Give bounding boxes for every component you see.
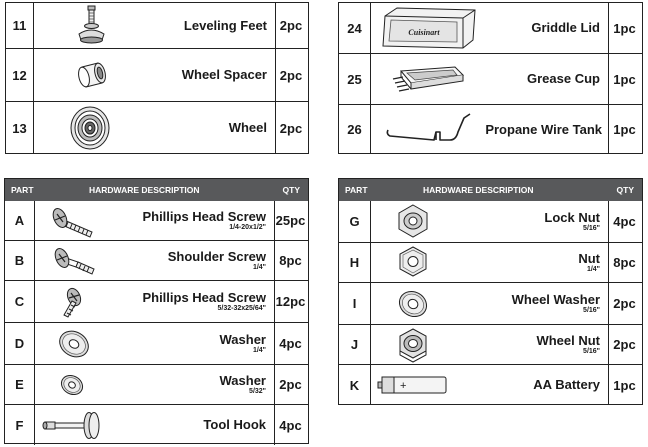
part-quantity: 2pc [279, 377, 302, 392]
part-letter: D [5, 323, 35, 364]
part-name: Wheel Washer [511, 291, 600, 307]
part-quantity: 4pc [279, 417, 302, 433]
part-size: 5/16" [583, 224, 600, 232]
table-row [339, 365, 642, 405]
part-description [453, 283, 609, 324]
part-quantity: 25pc [275, 213, 306, 228]
part-description [485, 105, 609, 154]
part-letter: B [5, 241, 35, 280]
part-quantity: 2pc [279, 120, 303, 136]
shoulder-screw-icon [37, 241, 111, 280]
part-name: Propane Wire Tank [485, 121, 602, 137]
table-row [5, 201, 308, 241]
part-number: 24 [339, 3, 371, 53]
table-row [339, 325, 642, 365]
wheel-spacer-icon [36, 49, 146, 101]
part-description [111, 323, 275, 364]
part-name: Washer [219, 331, 266, 347]
part-description [453, 201, 609, 242]
part-name: Washer [219, 372, 266, 388]
part-letter: F [5, 405, 35, 445]
part-name: Leveling Feet [183, 17, 267, 33]
part-size: 5/32-32x25/64" [217, 304, 266, 312]
part-quantity: 2pc [613, 337, 636, 352]
wheel-icon [36, 102, 146, 154]
grease-cup-icon [373, 54, 485, 104]
header-description: HARDWARE DESCRIPTION [89, 185, 200, 195]
table-row [339, 283, 642, 325]
part-name: Wheel Nut [536, 332, 600, 348]
part-letter: H [339, 243, 371, 282]
part-quantity: 2pc [279, 18, 303, 33]
part-description [111, 405, 275, 445]
table-row [5, 323, 308, 365]
header-qty: QTY [282, 185, 300, 195]
header-part: PART [345, 185, 368, 195]
part-quantity: 4pc [279, 336, 302, 351]
table-row [339, 201, 642, 243]
part-name: Griddle Lid [531, 20, 600, 35]
table-row [5, 405, 308, 445]
part-size: 1/4" [586, 265, 600, 273]
part-number: 13 [6, 102, 34, 154]
washer-small-icon [37, 365, 111, 404]
part-quantity: 1pc [613, 71, 636, 87]
part-quantity: 4pc [613, 214, 636, 229]
table-row [339, 54, 642, 105]
part-description [146, 3, 276, 48]
header-description: HARDWARE DESCRIPTION [423, 185, 534, 195]
hardware-table-right [338, 178, 643, 405]
part-number: 12 [6, 49, 34, 101]
wheel-washer-icon [373, 283, 453, 324]
battery-plus-mark: + [400, 380, 407, 392]
lock-nut-icon [373, 201, 453, 242]
part-description [453, 243, 609, 282]
hardware-table-header [5, 179, 308, 201]
table-row [6, 3, 308, 49]
table-row [339, 105, 642, 154]
part-quantity: 2pc [613, 296, 636, 311]
table-row [6, 49, 308, 102]
part-name: Nut [578, 250, 600, 266]
header-part: PART [11, 185, 34, 195]
part-name: Lock Nut [544, 209, 600, 225]
part-description [485, 54, 609, 104]
table-row [339, 3, 642, 54]
part-description [453, 365, 609, 405]
phillips-screw-long-icon [37, 201, 111, 240]
part-letter: A [5, 201, 35, 240]
part-number: 25 [339, 54, 371, 104]
part-number: 11 [6, 3, 34, 48]
lid-logo: Cuisinart [408, 28, 440, 37]
part-quantity: 1pc [613, 122, 636, 137]
part-size: 1/4" [252, 346, 266, 354]
parts-table-left [5, 2, 309, 154]
part-name: Wheel [228, 120, 267, 135]
part-size: 5/32" [249, 387, 266, 395]
part-size: 5/16" [583, 347, 600, 355]
griddle-lid-icon [373, 3, 485, 53]
part-name: Grease Cup [527, 71, 600, 86]
part-letter: K [339, 365, 371, 405]
part-letter: E [5, 365, 35, 404]
wheel-nut-icon [373, 325, 453, 364]
phillips-screw-short-icon [37, 281, 111, 322]
part-quantity: 1pc [613, 377, 636, 393]
part-size: 1/4-20x1/2" [229, 223, 266, 231]
part-name: Shoulder Screw [167, 248, 266, 264]
parts-table-right [338, 2, 643, 154]
washer-large-icon [37, 323, 111, 364]
table-row [6, 102, 308, 154]
table-row [339, 243, 642, 283]
part-name: Phillips Head Screw [142, 289, 266, 305]
table-row [5, 281, 308, 323]
table-row [5, 365, 308, 405]
part-description [146, 102, 276, 154]
part-description [111, 281, 275, 322]
table-row [5, 241, 308, 281]
part-description [146, 49, 276, 101]
part-quantity: 12pc [275, 294, 306, 309]
part-quantity: 8pc [279, 253, 302, 268]
part-letter: G [339, 201, 371, 242]
hardware-table-header [339, 179, 642, 201]
aa-battery-icon [373, 365, 453, 405]
part-quantity: 2pc [279, 67, 303, 83]
part-quantity: 1pc [613, 20, 636, 36]
part-letter: C [5, 281, 35, 322]
part-name: Tool Hook [203, 417, 266, 432]
part-number: 26 [339, 105, 371, 154]
part-name: Wheel Spacer [181, 67, 267, 82]
propane-wire-tank-icon [373, 105, 483, 154]
part-letter: I [339, 283, 371, 324]
part-size: 1/4" [252, 263, 266, 271]
part-description [485, 3, 609, 53]
part-size: 5/16" [583, 306, 600, 314]
hardware-table-left [4, 178, 309, 444]
part-description [111, 241, 275, 280]
leveling-feet-icon [36, 3, 146, 48]
tool-hook-icon [37, 405, 111, 445]
part-description [453, 325, 609, 364]
part-description [111, 201, 275, 240]
part-description [111, 365, 275, 404]
part-quantity: 8pc [613, 255, 636, 270]
header-qty: QTY [616, 185, 634, 195]
hex-nut-icon [373, 243, 453, 282]
part-name: AA Battery [533, 377, 600, 392]
part-letter: J [339, 325, 371, 364]
part-name: Phillips Head Screw [142, 208, 266, 224]
